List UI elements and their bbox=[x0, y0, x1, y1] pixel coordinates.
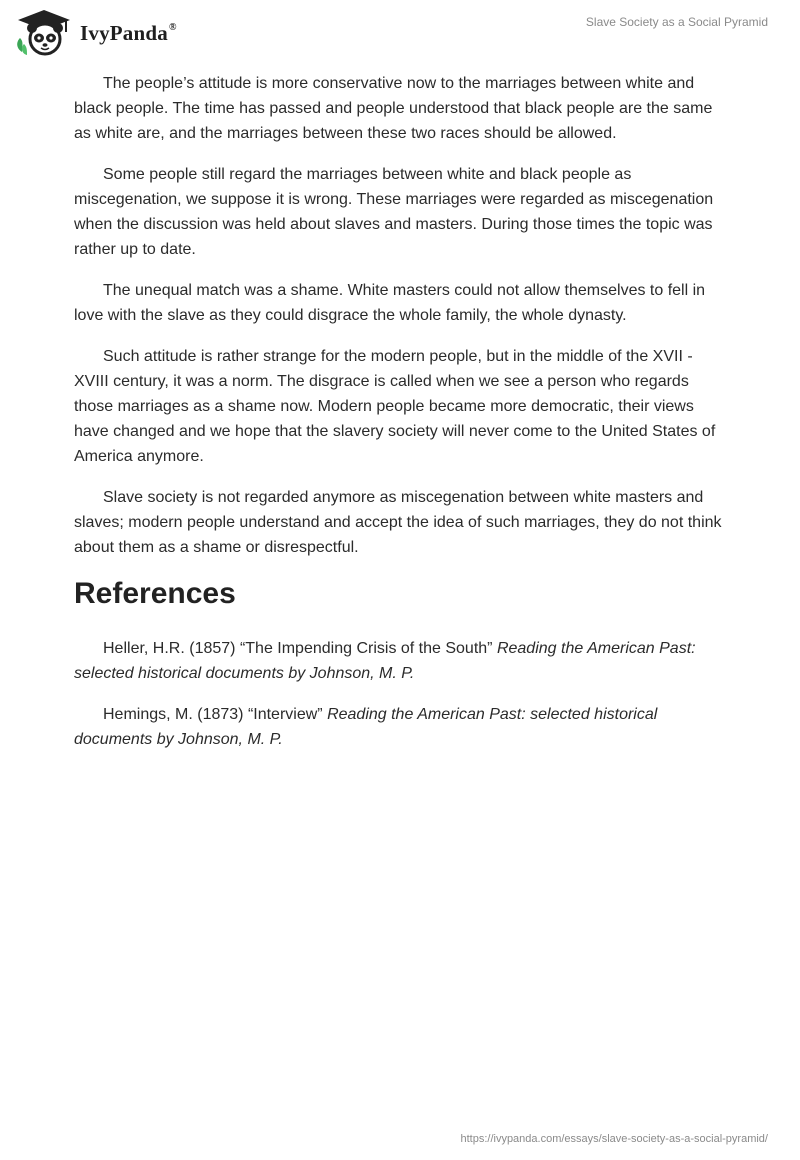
body-paragraph: The unequal match was a shame. White masters could not allow themselves to fell in love with the slave as they could disgrace the whole family, the whole dynasty. bbox=[74, 282, 706, 324]
body-paragraph: The people’s attitude is more conservative now to the marriages between white and black people. The time has passed and people understood that black people are the same as white are, and the marriages between these two races should be allowed. bbox=[74, 75, 713, 142]
body-paragraph: Such attitude is rather strange for the modern people, but in the middle of the XVII - XVIII century, it was a norm. The disgrace is called when we see a person who regards those marriages as a shame now. Modern people became more democratic, their views have changed and we hope that the slavery society will never come to the United States of America anymore. bbox=[74, 348, 716, 465]
reference-source: Reading the American Past: selected historical documents by Johnson, M. P. bbox=[74, 706, 658, 748]
reference-item bbox=[74, 636, 726, 686]
reference-item bbox=[74, 702, 726, 752]
reference-source: Reading the American Past: selected historical documents by Johnson, M. P. bbox=[74, 640, 696, 682]
body-paragraph: Slave society is not regarded anymore as miscegenation between white masters and slaves; modern people understand and accept the idea of such marriages, they do not think about them as a shame or disrespectful. bbox=[74, 489, 722, 556]
references-heading: References bbox=[74, 577, 236, 610]
page-url[interactable]: https://ivypanda.com/essays/slave-society-as-a-social-pyramid/ bbox=[460, 1133, 768, 1145]
logo-wordmark: IvyPanda® bbox=[80, 20, 177, 45]
running-title: Slave Society as a Social Pyramid bbox=[585, 15, 768, 29]
page-header bbox=[0, 0, 800, 70]
ivypanda-logo[interactable] bbox=[14, 8, 177, 58]
body-paragraph: Some people still regard the marriages between white and black people as miscegenation, we suppose it is wrong. These marriages were regarded as miscegenation when the discussion was held about slaves and masters. During those times the topic was rather up to date. bbox=[74, 166, 714, 258]
essay-content bbox=[74, 71, 726, 768]
reference-citation: Heller, H.R. (1857) “The Impending Crisis of the South” bbox=[103, 640, 497, 657]
panda-graduate-icon bbox=[14, 8, 74, 58]
reference-citation: Hemings, M. (1873) “Interview” bbox=[103, 706, 328, 723]
